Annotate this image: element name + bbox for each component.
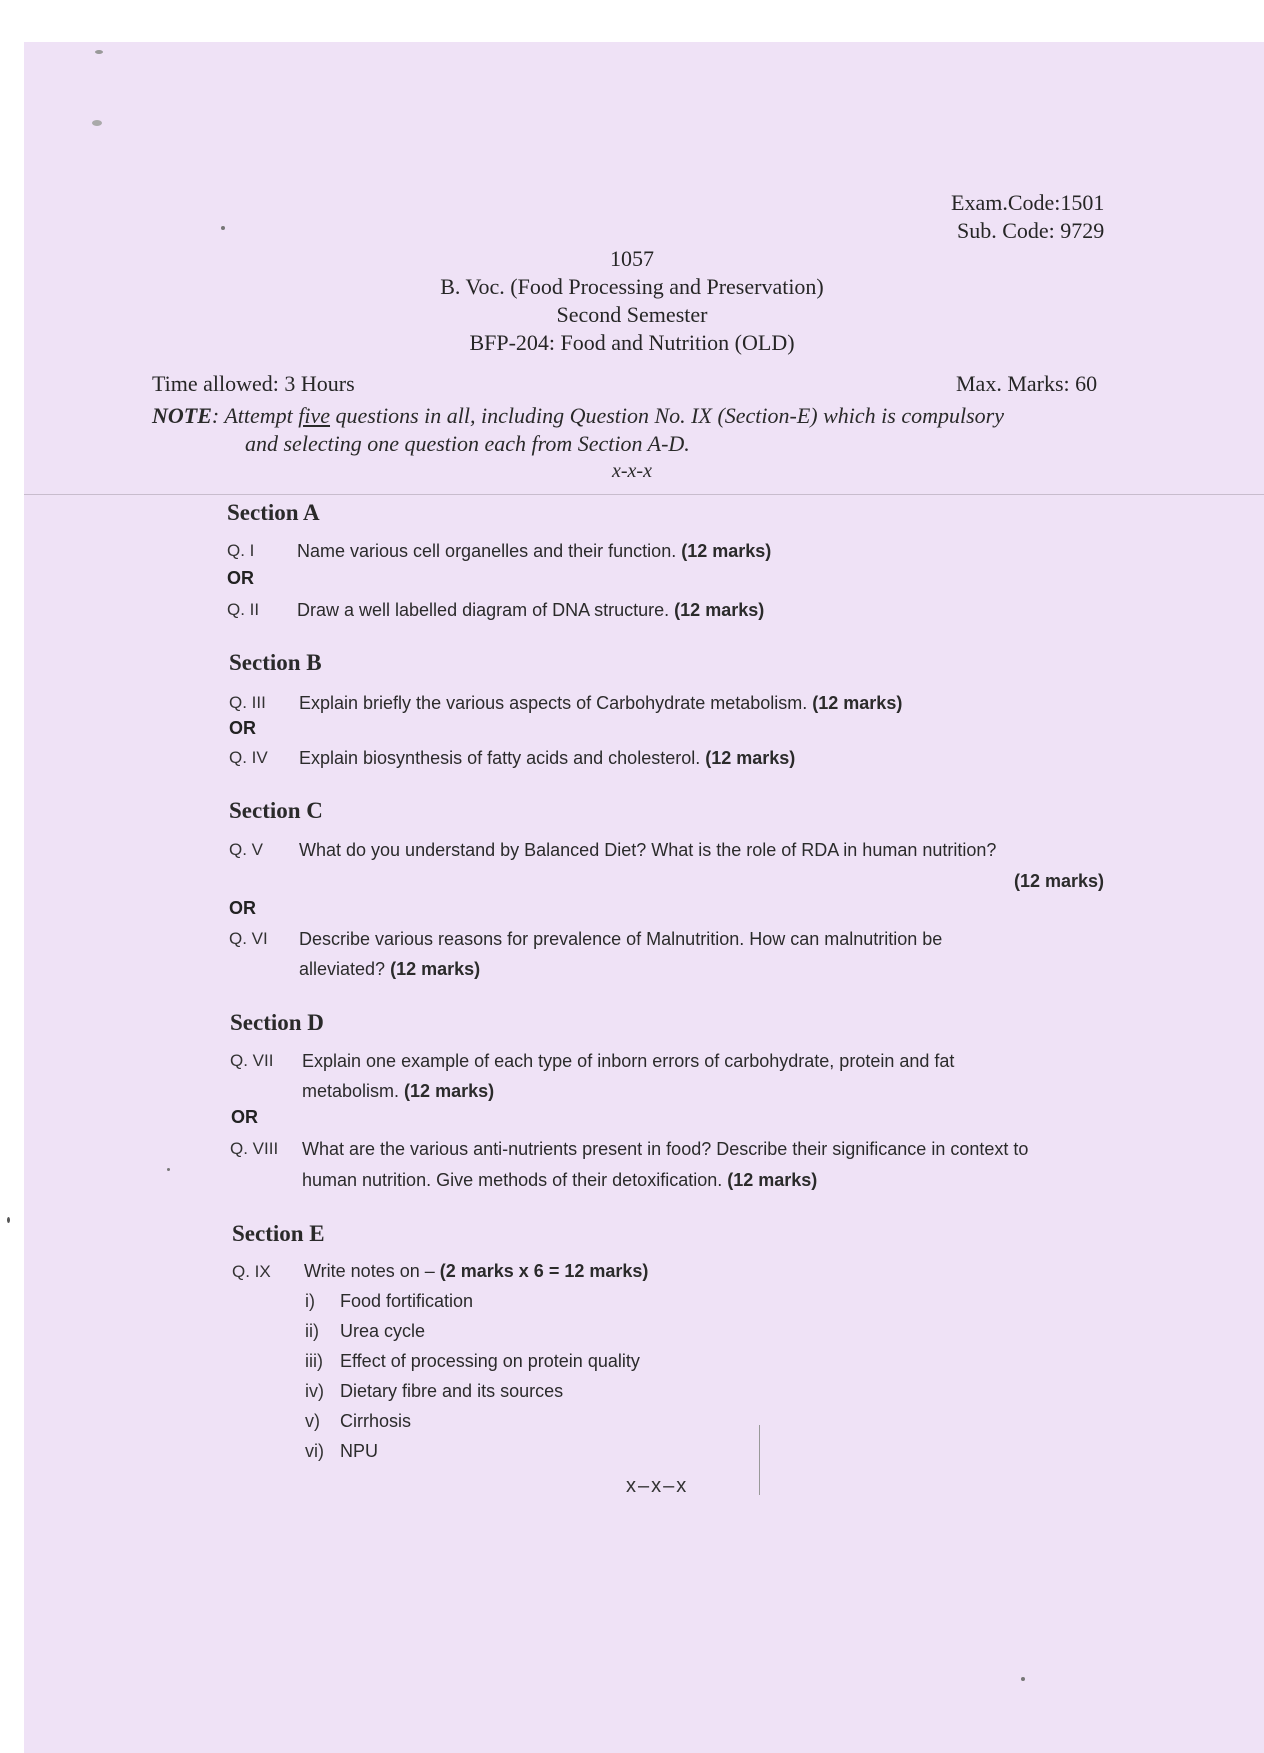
list-item: Dietary fibre and its sources <box>340 1381 564 1401</box>
question-number: Q. VII <box>230 1051 274 1070</box>
section-d-title: Section D <box>230 1010 324 1035</box>
question-number: Q. I <box>227 541 255 560</box>
end-mark: x–x–x <box>626 1475 689 1497</box>
or-label: OR <box>227 568 254 588</box>
or-label: OR <box>231 1107 258 1127</box>
scan-speck <box>92 120 102 126</box>
question-number: Q. II <box>227 600 260 619</box>
question-marks: (12 marks) <box>705 748 796 768</box>
scan-artifact-line <box>759 1425 760 1495</box>
note-label: NOTE <box>152 403 212 428</box>
time-allowed: Time allowed: 3 Hours <box>152 371 355 396</box>
list-item: NPU <box>340 1441 379 1461</box>
section-c-title: Section C <box>229 798 323 823</box>
list-item-number: vi) <box>305 1441 324 1461</box>
question-number: Q. IX <box>232 1262 271 1281</box>
question-text <box>297 536 771 566</box>
question-number: Q. VIII <box>230 1139 279 1158</box>
list-item: Cirrhosis <box>340 1411 412 1431</box>
question-body: alleviated? <box>299 959 386 979</box>
question-marks: (12 marks) <box>727 1170 818 1190</box>
question-body: Explain biosynthesis of fatty acids and cholesterol. <box>299 748 701 768</box>
note-text-post: questions in all, including Question No. IX (Section-E) which is compulsory <box>330 403 1004 428</box>
divider <box>24 494 1264 495</box>
exam-code: Exam.Code:1501 <box>951 190 1105 215</box>
or-label: OR <box>229 898 256 918</box>
question-text <box>299 743 795 773</box>
question-text: What are the various anti-nutrients present in food? Describe their significance in context to <box>302 1139 1029 1159</box>
list-item-number: iii) <box>305 1351 323 1371</box>
scan-speck <box>95 50 103 54</box>
semester: Second Semester <box>556 302 708 327</box>
question-marks: (12 marks) <box>812 693 903 713</box>
paper-number: 1057 <box>610 246 654 271</box>
question-marks: (12 marks) <box>681 541 772 561</box>
question-number: Q. III <box>229 693 266 712</box>
question-text-cont <box>302 1165 817 1195</box>
scan-speck <box>7 1217 10 1223</box>
list-item-number: i) <box>305 1291 315 1311</box>
question-text <box>297 595 764 625</box>
list-item: Urea cycle <box>340 1321 426 1341</box>
course-title: B. Voc. (Food Processing and Preservation) <box>440 274 824 299</box>
note-five: five <box>298 403 331 428</box>
list-item-number: ii) <box>305 1321 319 1341</box>
question-marks: (12 marks) <box>1014 871 1105 891</box>
list-item: Effect of processing on protein quality <box>340 1351 640 1371</box>
question-text <box>299 688 902 718</box>
question-number: Q. V <box>229 840 264 859</box>
question-text-cont <box>302 1076 494 1106</box>
question-text: What do you understand by Balanced Diet? What is the role of RDA in human nutrition? <box>299 840 997 860</box>
list-item-number: v) <box>305 1411 320 1431</box>
question-marks: (12 marks) <box>674 600 765 620</box>
question-body: Write notes on – <box>304 1261 440 1281</box>
question-text: Describe various reasons for prevalence of Malnutrition. How can malnutrition be <box>299 929 943 949</box>
or-label: OR <box>229 718 256 738</box>
note-line-1 <box>152 403 1004 429</box>
max-marks: Max. Marks: 60 <box>956 371 1098 396</box>
list-item: Food fortification <box>340 1291 474 1311</box>
question-marks: (12 marks) <box>404 1081 495 1101</box>
question-text: Explain one example of each type of inborn errors of carbohydrate, protein and fat <box>302 1051 955 1071</box>
note-text-pre: : Attempt <box>211 403 299 428</box>
section-a-title: Section A <box>227 500 320 525</box>
section-e-title: Section E <box>232 1221 325 1246</box>
question-text-cont <box>299 954 480 984</box>
question-body: Explain briefly the various aspects of Carbohydrate metabolism. <box>299 693 808 713</box>
question-number: Q. VI <box>229 929 268 948</box>
question-body: Draw a well labelled diagram of DNA structure. <box>297 600 670 620</box>
paper-title: BFP-204: Food and Nutrition (OLD) <box>469 330 795 355</box>
question-number: Q. IV <box>229 748 268 767</box>
header-separator: x-x-x <box>612 460 652 482</box>
question-marks: (2 marks x 6 = 12 marks) <box>439 1261 649 1281</box>
note-line-2: and selecting one question each from Section A-D. <box>245 431 690 456</box>
section-b-title: Section B <box>229 650 322 675</box>
sub-code: Sub. Code: 9729 <box>957 218 1105 243</box>
scan-speck <box>1021 1677 1025 1681</box>
question-body: metabolism. <box>302 1081 400 1101</box>
scan-speck <box>221 226 225 230</box>
list-item-number: iv) <box>305 1381 324 1401</box>
question-body: human nutrition. Give methods of their detoxification. <box>302 1170 723 1190</box>
scan-speck <box>167 1168 170 1171</box>
question-marks: (12 marks) <box>390 959 481 979</box>
question-text <box>304 1256 648 1286</box>
question-body: Name various cell organelles and their function. <box>297 541 677 561</box>
